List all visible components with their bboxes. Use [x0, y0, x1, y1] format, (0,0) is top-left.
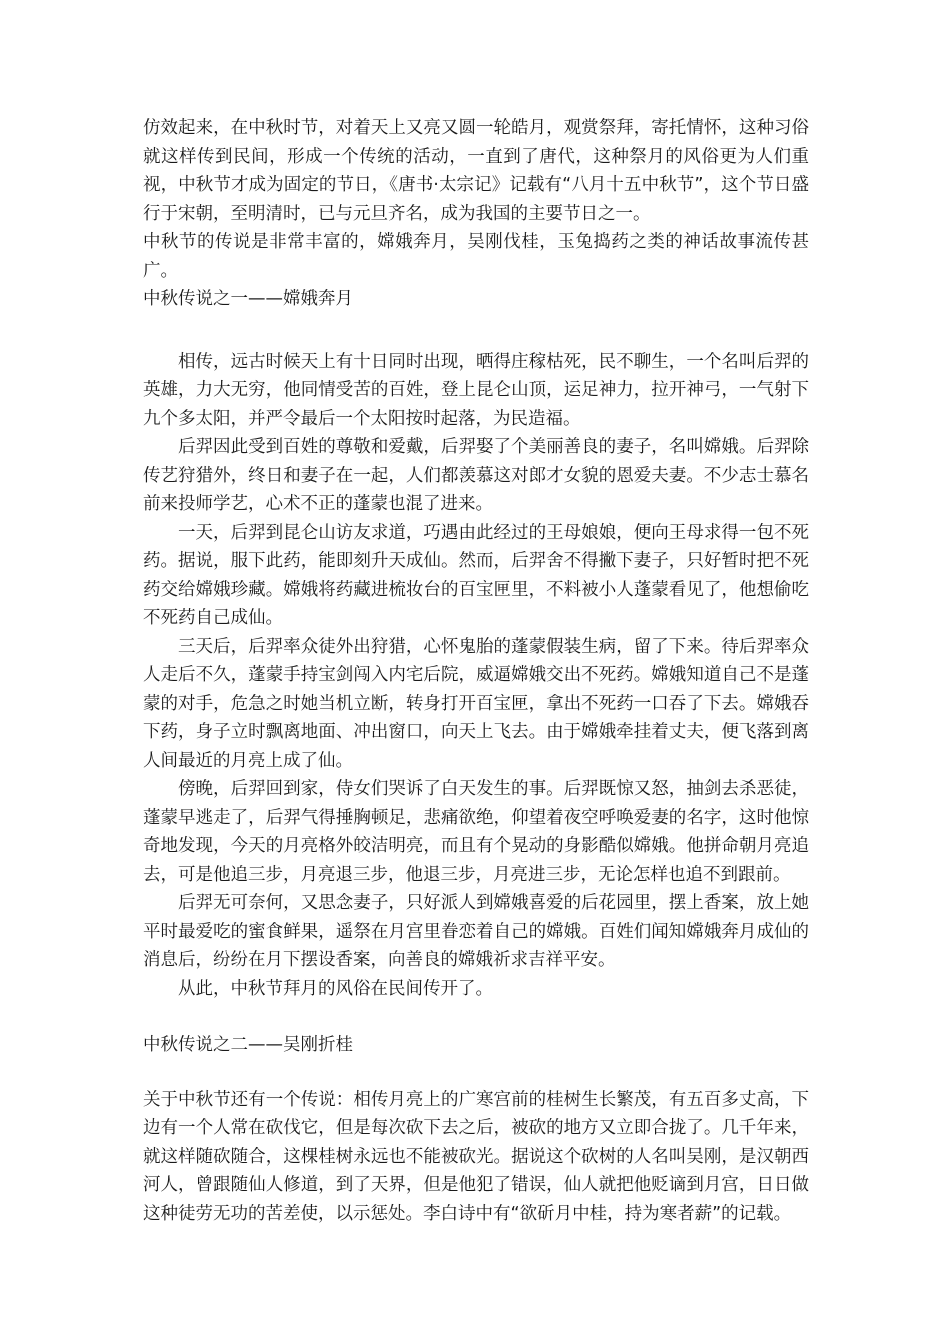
story-paragraph: 一天，后羿到昆仑山访友求道，巧遇由此经过的王母娘娘，便向王母求得一包不死药。据说，服下此药，能即刻升天成仙。然而，后羿舍不得撇下妻子，只好暂时把不死药交给嫦娥珍藏。嫦娥将药藏进梳妆台的百宝匣里，不料被小人蓬蒙看见了，他想偷吃不死药自己成仙。	[143, 522, 809, 628]
story-paragraph: 相传，远古时候天上有十日同时出现，晒得庄稼枯死，民不聊生，一个名叫后羿的英雄，力大无穷，他同情受苦的百姓，登上昆仑山顶，运足神力，拉开神弓，一气射下九个多太阳，并严令最后一个太阳按时起落，为民造福。	[143, 351, 809, 429]
story-paragraph: 傍晚，后羿回到家，侍女们哭诉了白天发生的事。后羿既惊又怒，抽剑去杀恶徒，蓬蒙早逃走了，后羿气得捶胸顿足，悲痛欲绝，仰望着夜空呼唤爱妻的名字，这时他惊奇地发现，今天的月亮格外皎洁明亮，而且有个晃动的身影酷似嫦娥。他拼命朝月亮追去，可是他追三步，月亮退三步，他退三步，月亮进三步，无论怎样也追不到跟前。	[143, 779, 809, 885]
legends-summary: 中秋节的传说是非常丰富的，嫦娥奔月，吴刚伐桂，玉兔捣药之类的神话故事流传甚广。	[143, 232, 809, 281]
section-heading-change: 中秋传说之一——嫦娥奔月	[143, 289, 353, 309]
section-heading-wugang: 中秋传说之二——吴刚折桂	[143, 1035, 353, 1055]
spacer	[143, 314, 809, 348]
intro-paragraph: 仿效起来，在中秋时节，对着天上又亮又圆一轮皓月，观赏祭拜，寄托情怀，这种习俗就这样传到民间，形成一个传统的活动，一直到了唐代，这种祭月的风俗更为人们重视，中秋节才成为固定的节日，《唐书·太宗记》记载有“八月十五中秋节”，这个节日盛行于宋朝，至明清时，已与元旦齐名，成为我国的主要节日之一。	[143, 118, 809, 224]
story-paragraph: 后羿无可奈何，又思念妻子，只好派人到嫦娥喜爱的后花园里，摆上香案，放上她平时最爱吃的蜜食鲜果，遥祭在月宫里眷恋着自己的嫦娥。百姓们闻知嫦娥奔月成仙的消息后，纷纷在月下摆设香案，向善良的嫦娥祈求吉祥平安。	[143, 893, 809, 970]
story-paragraph: 三天后，后羿率众徒外出狩猎，心怀鬼胎的蓬蒙假装生病，留了下来。待后羿率众人走后不久，蓬蒙手持宝剑闯入内宅后院，威逼嫦娥交出不死药。嫦娥知道自己不是蓬蒙的对手，危急之时她当机立断，转身打开百宝匣，拿出不死药一口吞了下去。嫦娥吞下药，身子立时飘离地面、冲出窗口，向天上飞去。由于嫦娥牵挂着丈夫，便飞落到离人间最近的月亮上成了仙。	[143, 636, 809, 771]
document-body	[143, 114, 809, 1228]
spacer	[143, 1003, 809, 1031]
story-paragraph: 从此，中秋节拜月的风俗在民间传开了。	[178, 978, 493, 999]
story-paragraph: 后羿因此受到百姓的尊敬和爱戴，后羿娶了个美丽善良的妻子，名叫嫦娥。后羿除传艺狩猎外，终日和妻子在一起，人们都羡慕这对郎才女貌的恩爱夫妻。不少志士慕名前来投师学艺，心术不正的蓬蒙也混了进来。	[143, 437, 809, 514]
wugang-paragraph: 关于中秋节还有一个传说：相传月亮上的广寒宫前的桂树生长繁茂，有五百多丈高，下边有一个人常在砍伐它，但是每次砍下去之后，被砍的地方又立即合拢了。几千年来，就这样随砍随合，这棵桂树永远也不能被砍光。据说这个砍树的人名叫吴刚，是汉朝西河人，曾跟随仙人修道，到了天界，但是他犯了错误，仙人就把他贬谪到月宫，日日做这种徒劳无功的苦差使，以示惩处。李白诗中有“欲斫月中桂，持为寒者薪”的记载。	[143, 1089, 809, 1224]
spacer	[143, 1060, 809, 1086]
